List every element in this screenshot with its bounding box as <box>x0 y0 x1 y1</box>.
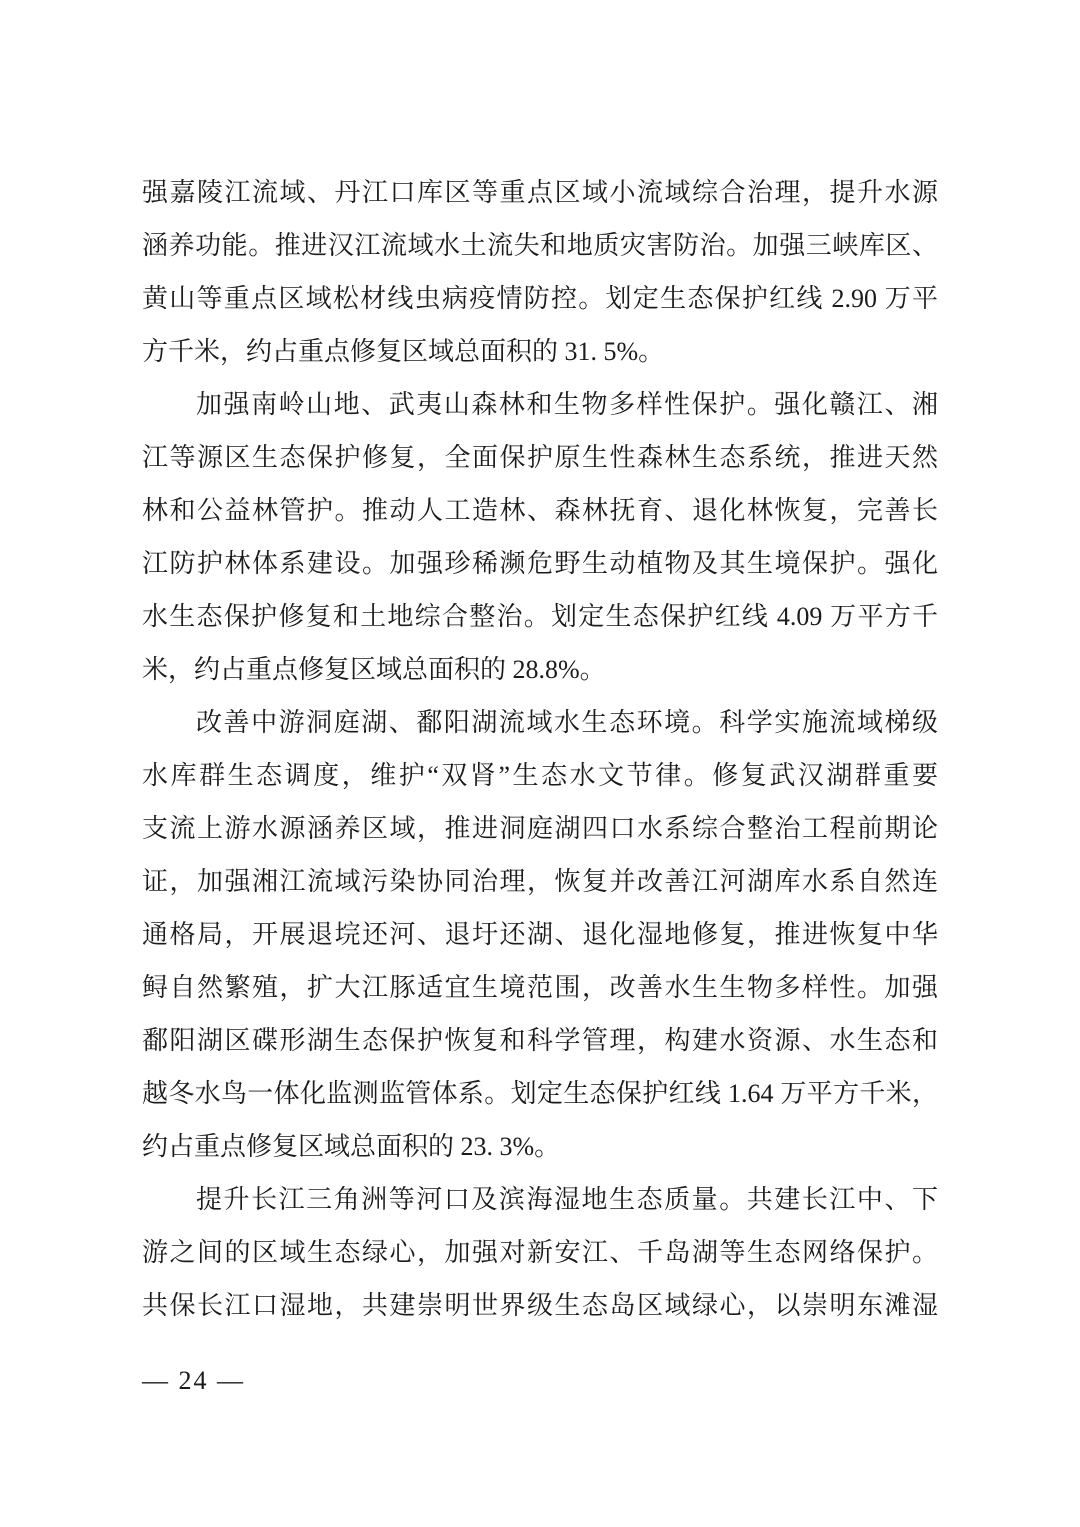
document-text-block <box>142 166 938 1332</box>
body-line: 鲟自然繁殖，扩大江豚适宜生境范围，改善水生生物多样性。加强 <box>142 973 938 1002</box>
body-line: 方千米，约占重点修复区域总面积的 31. 5%。 <box>142 337 665 366</box>
body-line: 加强南岭山地、武夷山森林和生物多样性保护。强化赣江、湘 <box>196 390 938 419</box>
body-line: 证，加强湘江流域污染协同治理，恢复并改善江河湖库水系自然连 <box>142 867 938 896</box>
body-line: 米，约占重点修复区域总面积的 28.8%。 <box>142 655 606 684</box>
body-line: 江等源区生态保护修复，全面保护原生性森林生态系统，推进天然 <box>142 443 938 472</box>
paragraph <box>142 1173 938 1332</box>
body-line: 共保长江口湿地，共建崇明世界级生态岛区域绿心，以崇明东滩湿 <box>142 1291 938 1320</box>
body-line: 水库群生态调度，维护“双肾”生态水文节律。修复武汉湖群重要 <box>142 761 938 790</box>
body-line: 游之间的区域生态绿心，加强对新安江、千岛湖等生态网络保护。 <box>142 1238 938 1267</box>
body-line: 涵养功能。推进汉江流域水土流失和地质灾害防治。加强三峡库区、 <box>142 231 938 260</box>
body-line: 提升长江三角洲等河口及滨海湿地生态质量。共建长江中、下 <box>196 1185 938 1214</box>
body-line: 江防护林体系建设。加强珍稀濒危野生动植物及其生境保护。强化 <box>142 549 938 578</box>
paragraph <box>142 696 938 1173</box>
body-line: 支流上游水源涵养区域，推进洞庭湖四口水系综合整治工程前期论 <box>142 814 938 843</box>
page-number: — 24 — <box>142 1366 245 1395</box>
body-line: 强嘉陵江流域、丹江口库区等重点区域小流域综合治理，提升水源 <box>142 178 938 207</box>
body-line: 林和公益林管护。推动人工造林、森林抚育、退化林恢复，完善长 <box>142 496 938 525</box>
body-line: 改善中游洞庭湖、鄱阳湖流域水生态环境。科学实施流域梯级 <box>196 708 938 737</box>
body-line: 水生态保护修复和土地综合整治。划定生态保护红线 4.09 万平方千 <box>142 602 938 631</box>
body-line: 越冬水鸟一体化监测监管体系。划定生态保护红线 1.64 万平方千米， <box>142 1079 938 1108</box>
body-line: 黄山等重点区域松材线虫病疫情防控。划定生态保护红线 2.90 万平 <box>142 284 938 313</box>
body-line: 通格局，开展退垸还河、退圩还湖、退化湿地修复，推进恢复中华 <box>142 920 938 949</box>
body-line: 约占重点修复区域总面积的 23. 3%。 <box>142 1132 561 1161</box>
paragraph <box>142 166 938 378</box>
body-line: 鄱阳湖区碟形湖生态保护恢复和科学管理，构建水资源、水生态和 <box>142 1026 938 1055</box>
paragraph <box>142 378 938 696</box>
